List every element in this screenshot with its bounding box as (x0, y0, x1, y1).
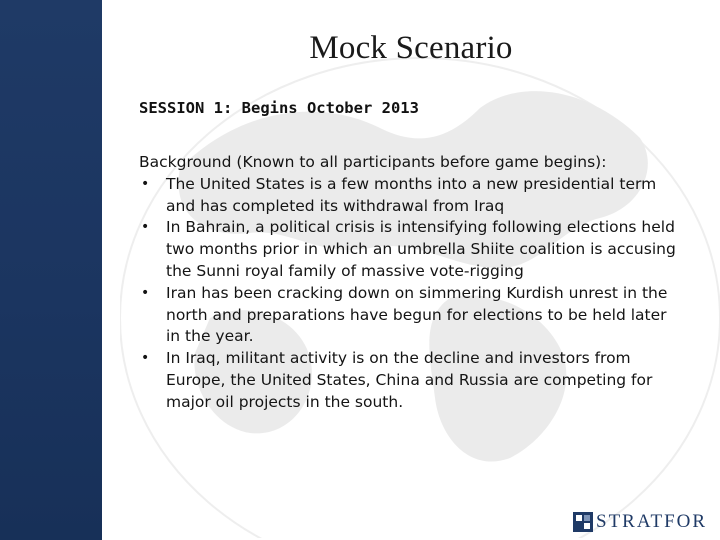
bullet-item (139, 217, 684, 282)
bullet-text: In Bahrain, a political crisis is intensifying following elections held two months prior in which an umbrella Shiite coalition is accusing the Sunni royal family of massive vote-rigging (166, 218, 676, 280)
background-intro: Background (Known to all participants before game begins): (139, 153, 607, 171)
bullet-text: The United States is a few months into a new presidential term and has completed its withdrawal from Iraq (166, 174, 657, 215)
bullet-icon: • (141, 284, 150, 301)
bullet-text: Iran has been cracking down on simmering Kurdish unrest in the north and preparations have begun for elections to be held later in the year. (166, 283, 668, 346)
session-heading: SESSION 1: Begins October 2013 (139, 99, 419, 117)
bullet-item (139, 348, 684, 413)
bullet-icon: • (141, 175, 150, 192)
logo-wordmark: STRATFOR (596, 511, 708, 532)
bullet-item (139, 174, 684, 218)
left-sidebar-band (0, 0, 102, 540)
bullet-text: In Iraq, militant activity is on the decline and investors from Europe, the United States, China and Russia are competing for major oil projects in the south. (166, 349, 653, 411)
bullet-icon: • (141, 350, 150, 367)
bullet-icon: • (141, 219, 150, 236)
slide-title: Mock Scenario (309, 30, 513, 66)
background-bullets (139, 174, 684, 414)
stratfor-logo (573, 512, 707, 532)
bullet-item (139, 283, 684, 348)
slide-body (139, 152, 684, 414)
stratfor-logo-icon (573, 512, 593, 532)
